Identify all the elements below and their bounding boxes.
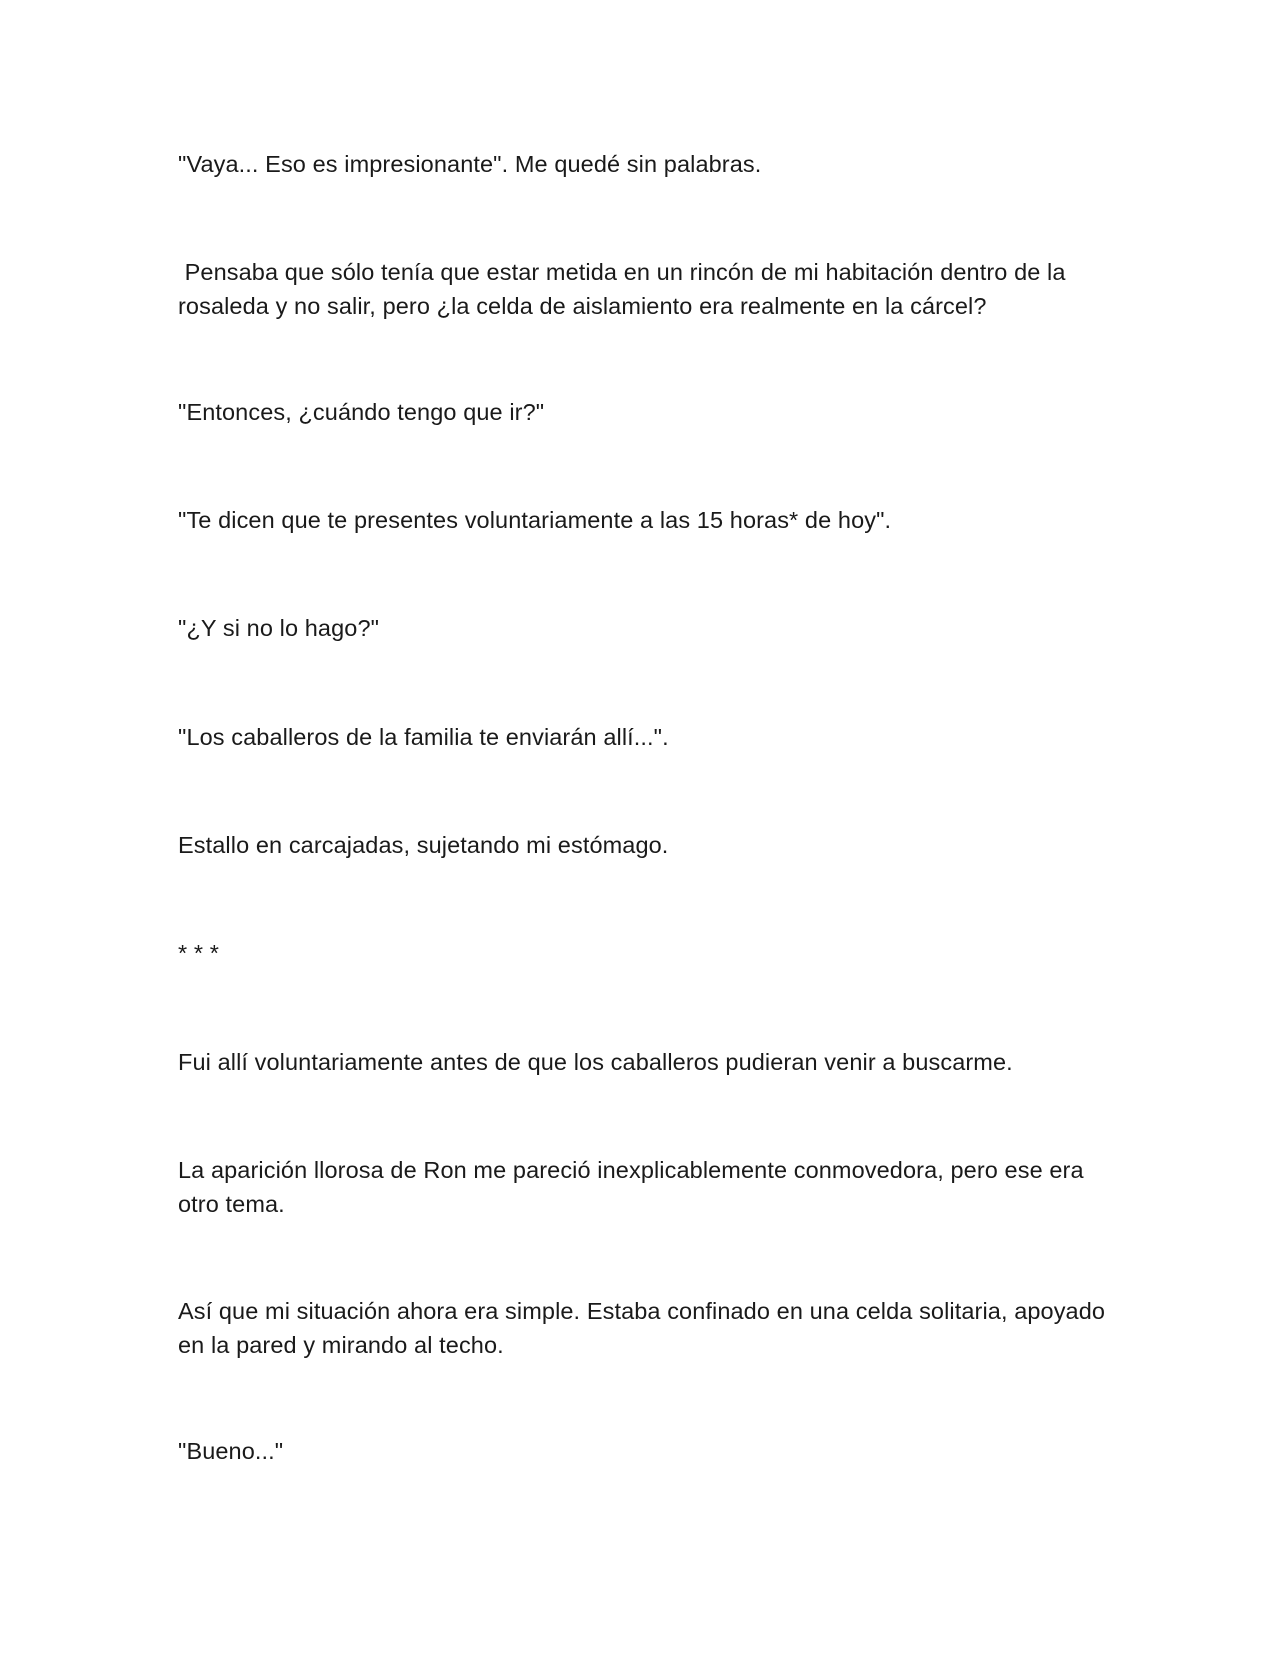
paragraph: "Bueno..."	[178, 1438, 284, 1464]
paragraph: "Te dicen que te presentes voluntariamente a las 15 horas* de hoy".	[178, 507, 892, 533]
paragraph: Así que mi situación ahora era simple. Estaba confinado en una celda solitaria, apoyado en la pared y mirando al techo.	[178, 1298, 1112, 1358]
scene-break: * * *	[178, 940, 219, 966]
paragraph: La aparición llorosa de Ron me pareció inexplicablemente conmovedora, pero ese era otro tema.	[178, 1157, 1091, 1217]
paragraph: Estallo en carcajadas, sujetando mi estómago.	[178, 832, 669, 858]
paragraph: "Entonces, ¿cuándo tengo que ir?"	[178, 399, 545, 425]
paragraph: "Los caballeros de la familia te enviarán allí...".	[178, 724, 669, 750]
paragraph: Fui allí voluntariamente antes de que los caballeros pudieran venir a buscarme.	[178, 1049, 1013, 1075]
paragraph: "¿Y si no lo hago?"	[178, 615, 380, 641]
paragraph: "Vaya... Eso es impresionante". Me quedé sin palabras.	[178, 151, 762, 177]
paragraph: Pensaba que sólo tenía que estar metida en un rincón de mi habitación dentro de la rosaleda y no salir, pero ¿la celda de aislamiento era realmente en la cárcel?	[178, 259, 1073, 319]
